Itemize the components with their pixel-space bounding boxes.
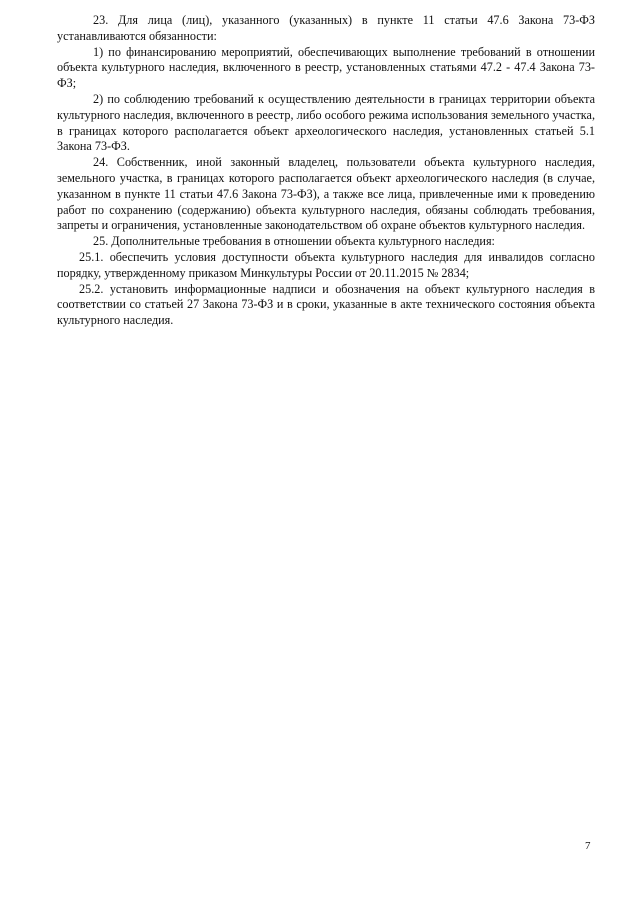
paragraph-23: 23. Для лица (лиц), указанного (указанных) в пункте 11 статьи 47.6 Закона 73-ФЗ устанавливаются обязанности: — [57, 13, 595, 43]
page-number: 7 — [585, 840, 591, 852]
paragraph-25-1: 25.1. обеспечить условия доступности объекта культурного наследия для инвалидов согласно порядку, утвержденному приказом Минкультуры России от 20.11.2015 № 2834; — [57, 249, 595, 280]
paragraph-24: 24. Собственник, иной законный владелец, пользователи объекта культурного наследия, земельного участка, в границах которого располагается объект археологического наследия (в случае, указанном в пункте 11 статьи 47.6 Закона 73-ФЗ), а также все лица, привлеченные ими к проведению работ по сохранению (содержанию) объекта культурного наследия, обязаны соблюдать требования, запреты и ограничения, установленные законодательством об охране объектов культурного наследия. — [57, 155, 595, 233]
paragraph-25-2: 25.2. установить информационные надписи и обозначения на объект культурного наследия в соответствии со статьей 27 Закона 73-ФЗ и в сроки, указанные в акте технического состояния объекта культурного наследия. — [57, 281, 595, 328]
paragraph-25: 25. Дополнительные требования в отношении объекта культурного наследия: — [93, 234, 495, 249]
document-body — [57, 13, 595, 329]
paragraph-23-item-2: 2) по соблюдению требований к осуществлению деятельности в границах территории объекта культурного наследия, включенного в реестр, либо особого режима использования земельного участка, в границах которого располагается объект археологического наследия, установленных статьей 5.1 Закона 73-ФЗ. — [57, 91, 595, 154]
paragraph-23-item-1: 1) по финансированию мероприятий, обеспечивающих выполнение требований в отношении объекта культурного наследия, включенного в реестр, установленных статьями 47.2 - 47.4 Закона 73-ФЗ; — [57, 44, 595, 91]
